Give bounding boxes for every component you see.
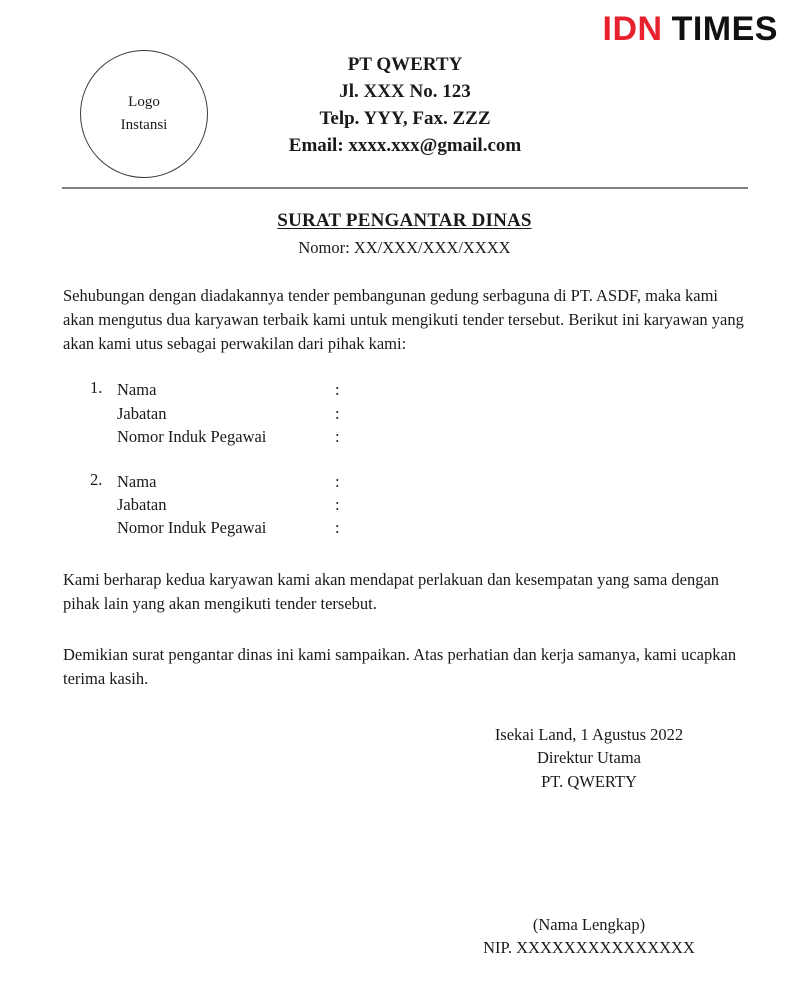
field-value-jabatan [349, 402, 746, 425]
document-body [63, 210, 746, 691]
letterhead-email: Email: xxxx.xxx@gmail.com [288, 134, 522, 156]
field-colon: : [335, 471, 340, 491]
letterhead [62, 50, 748, 180]
logo-label-line2: Instansi [120, 117, 168, 133]
idn-times-logo [603, 12, 778, 46]
signer-name: (Nama Lengkap) [532, 915, 646, 934]
field-colon: : [335, 494, 340, 514]
signature-heading-block [430, 723, 748, 793]
signature-position: Direktur Utama [536, 748, 641, 768]
table-row [117, 378, 746, 401]
field-colon: : [335, 518, 340, 538]
list-item [90, 378, 746, 448]
field-colon: : [335, 427, 340, 447]
employee-list [63, 378, 746, 540]
hope-paragraph: Kami berharap kedua karyawan kami akan mendapat perlakuan dan kesempatan yang sama dengan pihak lain yang akan mengikuti tender tersebut. [63, 569, 720, 613]
field-label-nip: Nomor Induk Pegawai [117, 518, 267, 538]
letterhead-divider-rule [62, 187, 748, 189]
letterhead-phone-fax: Telp. YYY, Fax. ZZZ [319, 107, 491, 129]
document-title: SURAT PENGANTAR DINAS [277, 210, 532, 231]
signature-name-block [430, 913, 748, 960]
title-block [63, 210, 746, 258]
field-label-jabatan: Jabatan [117, 494, 167, 514]
signature-company: PT. QWERTY [541, 771, 637, 791]
signature-place-date: Isekai Land, 1 Agustus 2022 [494, 725, 684, 744]
field-value-nama [349, 470, 746, 493]
logo-label-line1: Logo [128, 93, 160, 110]
institution-logo-placeholder [80, 50, 208, 178]
brand-idn-text: IDN [602, 10, 663, 48]
brand-times-text: TIMES [671, 10, 778, 48]
field-value-nama [349, 378, 746, 401]
field-label-nama: Nama [117, 471, 157, 491]
letterhead-address: Jl. XXX No. 123 [339, 80, 471, 102]
field-value-nip [349, 425, 746, 448]
table-row [117, 425, 746, 448]
table-row [117, 516, 746, 539]
signer-nip: NIP. XXXXXXXXXXXXXXX [483, 938, 695, 958]
field-value-jabatan [349, 493, 746, 516]
field-colon: : [335, 403, 340, 423]
field-value-nip [349, 516, 746, 539]
field-label-nama: Nama [117, 380, 157, 400]
letterhead-company-name: PT QWERTY [347, 54, 463, 75]
list-item [90, 470, 746, 540]
table-row [117, 493, 746, 516]
list-item-number: 1. [90, 378, 103, 398]
closing-paragraph: Demikian surat pengantar dinas ini kami sampaikan. Atas perhatian dan kerja samanya, kami ucapkan terima kasih. [63, 644, 737, 688]
document-number: Nomor: XX/XXX/XXX/XXXX [298, 238, 511, 257]
field-colon: : [335, 380, 340, 400]
table-row [117, 470, 746, 493]
field-label-jabatan: Jabatan [117, 403, 167, 423]
list-item-number: 2. [90, 469, 103, 489]
intro-paragraph: Sehubungan dengan diadakannya tender pembangunan gedung serbaguna di PT. ASDF, maka kami akan mengutus dua karyawan terbaik kami untuk mengikuti tender tersebut. Berikut ini karyawan yang akan kami utus sebagai perwakilan dari pihak kami: [63, 286, 744, 354]
letterhead-contact-block [212, 52, 598, 160]
field-label-nip: Nomor Induk Pegawai [117, 427, 267, 447]
table-row [117, 402, 746, 425]
